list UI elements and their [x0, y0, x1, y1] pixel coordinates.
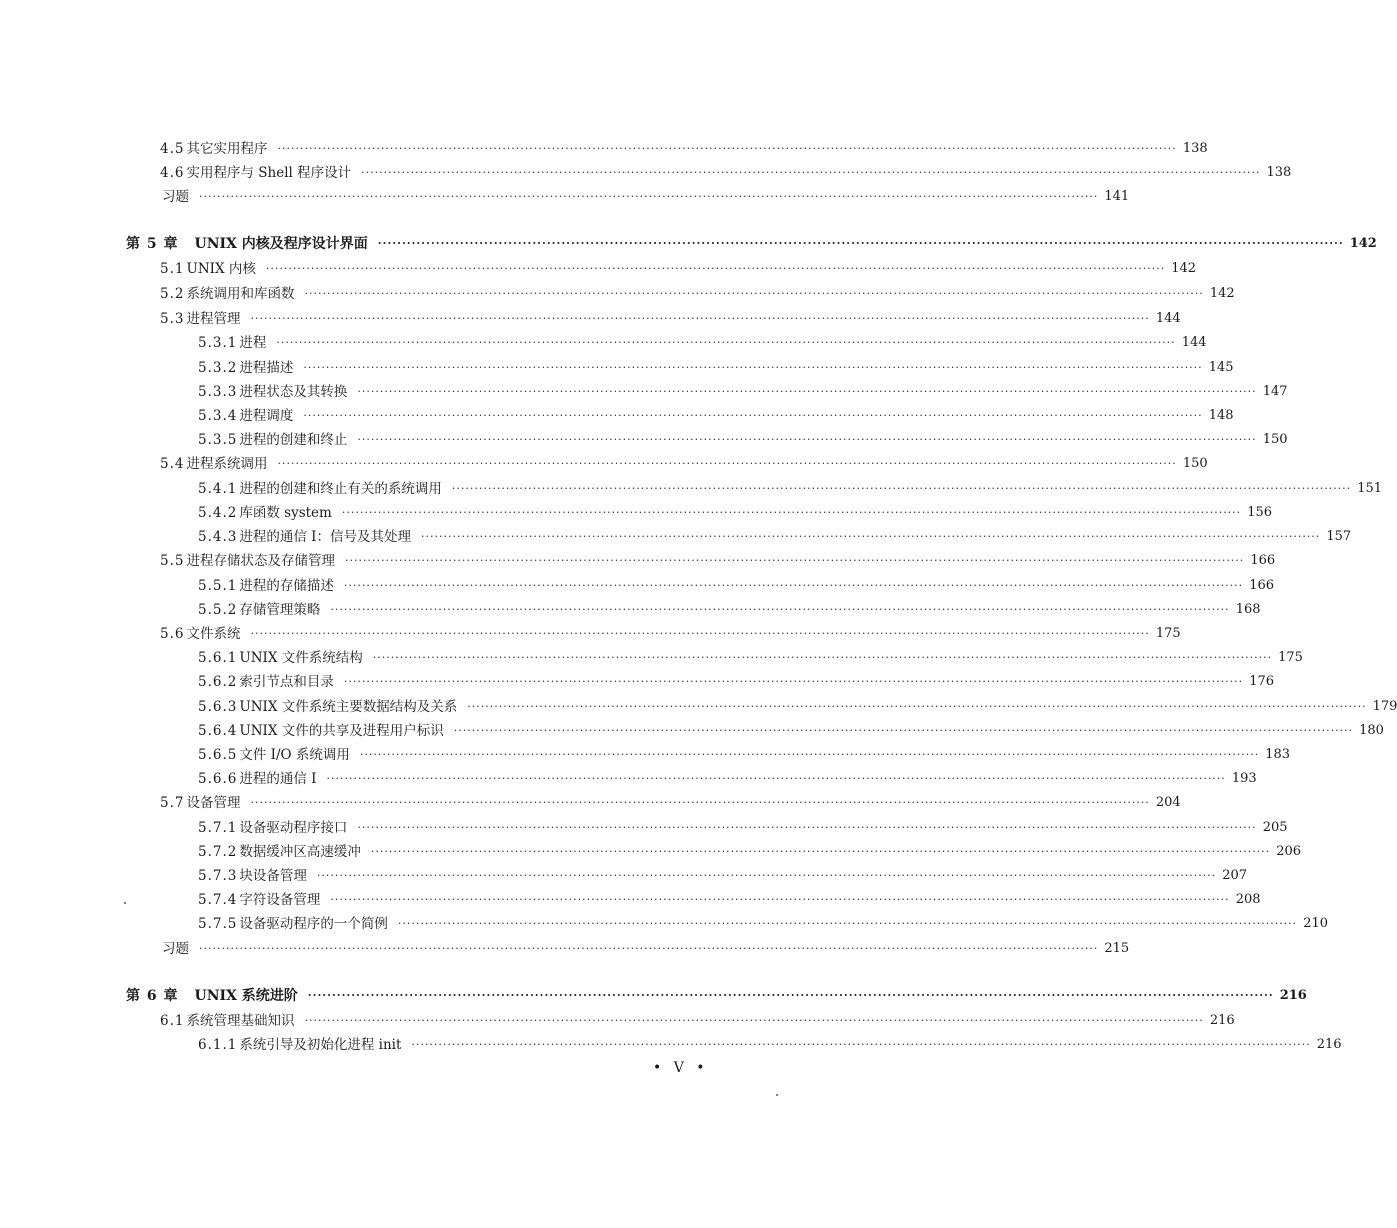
toc-page-number: 215 — [1104, 941, 1130, 956]
toc-page-number: 176 — [1249, 674, 1275, 689]
toc-entry-title: UNIX 文件的共享及进程用户标识 — [239, 723, 444, 739]
toc-entry — [198, 357, 1234, 379]
toc-entry — [198, 526, 1352, 548]
toc-entry — [198, 671, 1275, 693]
toc-page-number: 175 — [1278, 650, 1303, 665]
dot-leader: ········································································································································································································ — [453, 724, 1354, 737]
toc-entry-title: UNIX 内核 — [186, 261, 256, 277]
toc-page-number: 138 — [1266, 165, 1292, 180]
toc-entry-number: 5.5.1 — [198, 578, 238, 594]
toc-entry-number: 5.7.2 — [198, 844, 238, 860]
toc-entry-title: 设备驱动程序接口 — [239, 820, 348, 836]
toc-entry-number: 5.6.6 — [198, 771, 238, 787]
scan-speck — [124, 902, 126, 904]
toc-entry — [198, 889, 1261, 911]
toc-entry-title: UNIX 内核及程序设计界面 — [194, 236, 368, 252]
toc-entry — [198, 381, 1288, 403]
toc-entry-number: 第 5 章 — [126, 236, 179, 252]
dot-leader: ········································································································································································································ — [357, 433, 1257, 446]
toc-entry-title: 设备驱动程序的一个简例 — [239, 916, 388, 932]
toc-page-number: 175 — [1155, 626, 1181, 641]
toc-page-number: 210 — [1303, 916, 1329, 931]
dot-leader: ········································································································································································································ — [304, 287, 1204, 300]
toc-entry-number: 5.6.2 — [198, 674, 238, 690]
toc-page-number: 183 — [1265, 747, 1291, 762]
toc-entry-number: 4.5 — [160, 141, 185, 157]
toc-entry — [160, 283, 1235, 305]
dot-leader: ········································································································································································································ — [377, 237, 1344, 250]
toc-entry-number: 5.3.1 — [198, 335, 238, 351]
toc-entry-title: 进程的存储描述 — [239, 578, 334, 594]
toc-page-number: 142 — [1349, 236, 1377, 251]
toc-entry-number: 第 6 章 — [126, 988, 179, 1004]
toc-entry — [198, 696, 1397, 718]
toc-entry-title: 实用程序与 Shell 程序设计 — [186, 165, 352, 181]
dot-leader: ········································································································································································································ — [451, 482, 1352, 495]
toc-page-number: 166 — [1250, 553, 1276, 568]
toc-entry-title: 数据缓冲区高速缓冲 — [239, 844, 361, 860]
toc-page-number: 206 — [1276, 844, 1302, 859]
toc-entry — [160, 1010, 1235, 1032]
dot-leader: ········································································································································································································ — [467, 700, 1367, 713]
toc-page-number: 150 — [1182, 456, 1208, 471]
dot-leader: ········································································································································································································ — [372, 651, 1273, 664]
toc-page-number: 216 — [1279, 988, 1307, 1003]
toc-entry — [198, 913, 1329, 935]
page-number-footer: • V • — [653, 1060, 709, 1076]
toc-entry-title: 进程调度 — [239, 408, 294, 424]
toc-entry-number: 5.1 — [160, 261, 185, 277]
toc-entry-title: 系统调用和库函数 — [186, 286, 295, 302]
toc-entry — [198, 768, 1257, 790]
dot-leader: ········································································································································································································ — [357, 821, 1257, 834]
toc-entry-number: 5.6 — [160, 626, 185, 642]
toc-entry-number: 5.6.4 — [198, 723, 238, 739]
toc-page-number: 156 — [1247, 505, 1273, 520]
toc-entry-title: 进程管理 — [186, 311, 241, 327]
toc-entry — [198, 1034, 1342, 1056]
toc-page-number: 141 — [1104, 189, 1130, 204]
toc-entry — [160, 162, 1292, 184]
toc-entry-number: 5.4.3 — [198, 529, 238, 545]
toc-entry — [198, 599, 1261, 621]
toc-entry — [160, 623, 1181, 645]
dot-leader: ········································································································································································································ — [276, 336, 1176, 349]
dot-leader: ········································································································································································································ — [343, 675, 1244, 688]
toc-entry — [160, 792, 1181, 814]
toc-page-number: 147 — [1262, 384, 1288, 399]
toc-entry-title: 系统管理基础知识 — [186, 1013, 295, 1029]
toc-entry — [160, 138, 1208, 160]
toc-page-number: 208 — [1235, 892, 1261, 907]
dot-leader: ········································································································································································································ — [359, 748, 1260, 761]
toc-entry-number: 5.3.4 — [198, 408, 238, 424]
toc-entry — [198, 720, 1384, 742]
dot-leader: ········································································································································································································ — [303, 361, 1203, 374]
toc-entry-title: 索引节点和目录 — [239, 674, 334, 690]
dot-leader: ········································································································································································································ — [326, 772, 1226, 785]
toc-page-number: 166 — [1249, 578, 1275, 593]
toc-entry-title: 习题 — [162, 941, 189, 957]
toc-page-number: 142 — [1209, 286, 1235, 301]
toc-entry-number: 5.7.3 — [198, 868, 238, 884]
toc-entry-number: 5.3.3 — [198, 384, 238, 400]
toc-page-number: 157 — [1326, 529, 1352, 544]
dot-leader: ········································································································································································································ — [250, 796, 1150, 809]
toc-entry-title: 进程 — [239, 335, 267, 351]
dot-leader: ········································································································································································································ — [265, 262, 1166, 275]
toc-entry — [198, 865, 1248, 887]
dot-leader: ········································································································································································································ — [370, 845, 1271, 858]
toc-entry-number: 6.1.1 — [198, 1037, 238, 1053]
toc-entry-title: 文件系统 — [186, 626, 241, 642]
toc-entry-title: 字符设备管理 — [239, 892, 321, 908]
dot-leader: ········································································································································································································ — [330, 603, 1230, 616]
toc-entry-title: 进程状态及其转换 — [239, 384, 348, 400]
toc-entry-number: 5.7.5 — [198, 916, 238, 932]
toc-entry-title: 进程的通信 I — [239, 771, 317, 787]
dot-leader: ········································································································································································································ — [411, 1038, 1311, 1051]
dot-leader: ········································································································································································································ — [250, 312, 1150, 325]
toc-entry-number: 6.1 — [160, 1013, 185, 1029]
toc-entry — [198, 817, 1288, 839]
toc-entry-title: 进程的创建和终止 — [239, 432, 348, 448]
toc-entry-title: 进程描述 — [239, 360, 294, 376]
toc-page-number: 150 — [1262, 432, 1288, 447]
toc-page-number: 138 — [1182, 141, 1208, 156]
toc-page-number: 216 — [1316, 1037, 1342, 1052]
toc-entry-number: 5.7.1 — [198, 820, 238, 836]
toc-entry — [160, 453, 1208, 475]
toc-entry — [198, 478, 1383, 500]
dot-leader: ········································································································································································································ — [397, 917, 1298, 930]
toc-entry-number: 5.3 — [160, 311, 185, 327]
toc-entry-number: 5.5 — [160, 553, 185, 569]
toc-entry — [198, 502, 1273, 524]
dot-leader: ········································································································································································································ — [307, 989, 1274, 1002]
toc-entry-title: 进程的创建和终止有关的系统调用 — [239, 481, 442, 497]
toc-page-number: 142 — [1171, 261, 1197, 276]
toc-entry-number: 5.5.2 — [198, 602, 238, 618]
toc-chapter-entry — [126, 985, 1307, 1007]
toc-entry-title: 其它实用程序 — [186, 141, 268, 157]
toc-entry-title: UNIX 文件系统主要数据结构及关系 — [239, 699, 458, 715]
toc-page-number: 151 — [1357, 481, 1383, 496]
toc-entry-title: 进程的通信 I：信号及其处理 — [239, 529, 411, 545]
dot-leader: ········································································································································································································ — [341, 506, 1242, 519]
toc-entry-title: 进程系统调用 — [186, 456, 268, 472]
toc-entry — [160, 308, 1181, 330]
toc-entry-number: 5.2 — [160, 286, 185, 302]
dot-leader: ········································································································································································································ — [330, 893, 1230, 906]
dot-leader: ········································································································································································································ — [304, 1014, 1204, 1027]
toc-page-number: 168 — [1235, 602, 1261, 617]
toc-entry — [198, 429, 1288, 451]
dot-leader: ········································································································································································································ — [344, 554, 1245, 567]
dot-leader: ········································································································································································································ — [343, 579, 1244, 592]
toc-page-number: 145 — [1208, 360, 1234, 375]
toc-entry-number: 5.4.1 — [198, 481, 238, 497]
dot-leader: ········································································································································································································ — [357, 385, 1257, 398]
toc-entry-number: 5.3.2 — [198, 360, 238, 376]
toc-entry-title: 进程存储状态及存储管理 — [186, 553, 335, 569]
toc-entry-number: 5.4 — [160, 456, 185, 472]
toc-entry-number: 5.7.4 — [198, 892, 238, 908]
toc-entry-title: 设备管理 — [186, 795, 241, 811]
dot-leader: ········································································································································································································ — [316, 869, 1217, 882]
scan-speck — [776, 1094, 778, 1096]
dot-leader: ········································································································································································································ — [361, 166, 1261, 179]
toc-entry — [198, 405, 1234, 427]
dot-leader: ········································································································································································································ — [199, 942, 1099, 955]
toc-entry-title: 存储管理策略 — [239, 602, 321, 618]
dot-leader: ········································································································································································································ — [420, 530, 1321, 543]
toc-entry — [198, 575, 1275, 597]
toc-entry — [160, 938, 1130, 960]
toc-chapter-entry — [126, 233, 1377, 255]
toc-page-number: 179 — [1372, 699, 1397, 714]
toc-entry — [160, 186, 1130, 208]
dot-leader: ········································································································································································································ — [277, 142, 1177, 155]
toc-page-number: 205 — [1262, 820, 1288, 835]
dot-leader: ········································································································································································································ — [277, 457, 1177, 470]
toc-entry — [160, 258, 1197, 280]
toc-page-number: 180 — [1359, 723, 1384, 738]
toc-entry-title: UNIX 文件系统结构 — [239, 650, 363, 666]
toc-entry — [160, 550, 1276, 572]
toc-entry-number: 5.4.2 — [198, 505, 238, 521]
toc-page-number: 204 — [1155, 795, 1181, 810]
toc-page-number: 144 — [1181, 335, 1207, 350]
toc-page-number: 216 — [1209, 1013, 1235, 1028]
toc-entry-title: 文件 I/O 系统调用 — [239, 747, 350, 763]
toc-entry-number: 5.6.5 — [198, 747, 238, 763]
toc-page-number: 193 — [1231, 771, 1257, 786]
toc-entry-title: 习题 — [162, 189, 189, 205]
toc-entry-number: 4.6 — [160, 165, 185, 181]
toc-entry-number: 5.3.5 — [198, 432, 238, 448]
toc-entry-title: 块设备管理 — [239, 868, 307, 884]
toc-entry — [198, 332, 1207, 354]
toc-page-number: 144 — [1155, 311, 1181, 326]
toc-entry-number: 5.7 — [160, 795, 185, 811]
dot-leader: ········································································································································································································ — [303, 409, 1203, 422]
dot-leader: ········································································································································································································ — [199, 190, 1099, 203]
toc-entry-number: 5.6.3 — [198, 699, 238, 715]
dot-leader: ········································································································································································································ — [250, 627, 1150, 640]
toc-page-number: 207 — [1222, 868, 1248, 883]
toc-entry-title: 库函数 system — [239, 505, 332, 521]
toc-entry-title: UNIX 系统进阶 — [194, 988, 298, 1004]
toc-entry — [198, 647, 1303, 669]
toc-entry-title: 系统引导及初始化进程 init — [239, 1037, 402, 1053]
toc-entry — [198, 744, 1291, 766]
toc-entry — [198, 841, 1302, 863]
toc-page-number: 148 — [1208, 408, 1234, 423]
toc-entry-number: 5.6.1 — [198, 650, 238, 666]
